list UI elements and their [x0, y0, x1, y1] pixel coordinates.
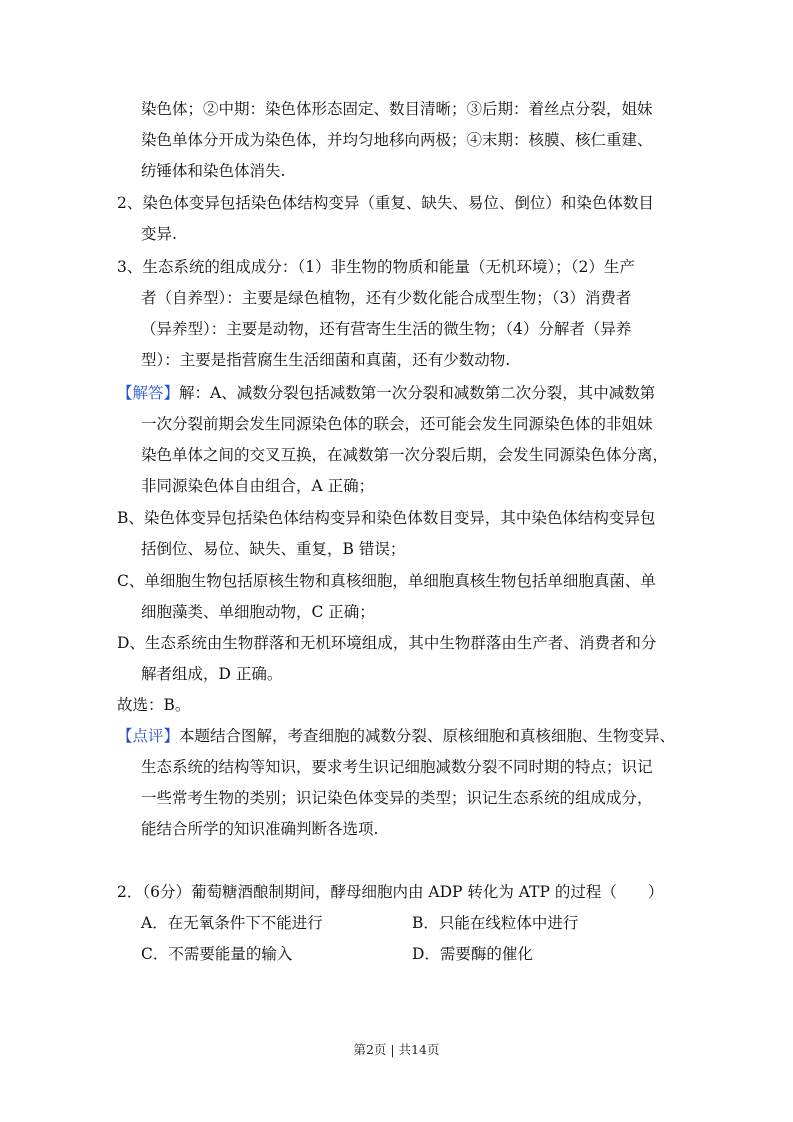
text-line: D、生态系统由生物群落和无机环境组成，其中生物群落由生产者、消费者和分	[117, 634, 657, 652]
text-line	[117, 721, 677, 752]
answer-section	[117, 378, 677, 502]
text-line: 染色体；②中期：染色体形态固定、数目清晰；③后期：着丝点分裂，姐妹	[141, 100, 653, 118]
question-2-option-b: B．只能在线粒体中进行	[412, 914, 579, 932]
comment-first-line: 本题结合图解，考查细胞的减数分裂、原核细胞和真核细胞、生物变异、	[179, 727, 676, 745]
answer-tag: 【解答】	[117, 384, 180, 402]
page-footer: 第2页 | 共14页	[353, 1042, 440, 1057]
analysis-item-2	[117, 188, 677, 250]
text-line: 非同源染色体自由组合，A 正确；	[141, 477, 375, 495]
answer-first-line: 解：A、减数分裂包括减数第一次分裂和减数第二次分裂，其中减数第	[179, 384, 656, 402]
text-line: 3、生态系统的组成成分：（1）非生物的物质和能量（无机环境）；（2）生产	[117, 258, 635, 276]
text-line: 能结合所学的知识准确判断各选项.	[141, 820, 379, 838]
text-line: 一次分裂前期会发生同源染色体的联会，还可能会发生同源染色体的非姐妹	[141, 415, 653, 433]
text-line: 者（自养型）：主要是绿色植物，还有少数化能合成型生物；（3）消费者	[141, 289, 632, 307]
text-line: 2、染色体变异包括染色体结构变异（重复、缺失、易位、倒位）和染色体数目	[117, 194, 654, 212]
text-line: 故选：B。	[117, 696, 191, 714]
comment-tag: 【点评】	[117, 727, 180, 745]
analysis-item-3	[117, 252, 677, 376]
text-line: 染色单体之间的交叉互换，在减数第一次分裂后期，会发生同源染色体分离，	[141, 446, 669, 464]
text-line: （异养型）：主要是动物，还有营寄生生活的微生物；（4）分解者（异养	[141, 320, 632, 338]
text-line: 括倒位、易位、缺失、重复，B 错误；	[141, 540, 406, 558]
question-2-option-a: A．在无氧条件下不能进行	[141, 914, 323, 932]
question-2-stem: 2．（6分）葡萄糖酒酿制期间，酵母细胞内由 ADP 转化为 ATP 的过程（ ）	[117, 883, 664, 901]
text-line: 解者组成，D 正确。	[141, 665, 283, 683]
answer-conclusion	[117, 690, 677, 721]
text-line: 染色单体分开成为染色体，并均匀地移向两极；④末期：核膜、核仁重建、	[141, 131, 653, 149]
answer-option-d	[117, 628, 677, 690]
answer-option-c	[117, 566, 677, 628]
text-line: 细胞藻类、单细胞动物，C 正确；	[141, 603, 375, 621]
answer-option-b	[117, 503, 677, 565]
text-line: B、染色体变异包括染色体结构变异和染色体数目变异，其中染色体结构变异包	[117, 509, 656, 527]
text-line: 一些常考生物的类别；识记染色体变异的类型；识记生态系统的组成成分，	[141, 789, 653, 807]
text-line: C、单细胞生物包括原核生物和真核细胞，单细胞真核生物包括单细胞真菌、单	[117, 572, 656, 590]
text-line: 生态系统的结构等知识，要求考生识记细胞减数分裂不同时期的特点；识记	[141, 758, 653, 776]
comment-section	[117, 721, 677, 845]
analysis-continuation	[117, 94, 677, 187]
text-line: 纺锤体和染色体消失.	[141, 162, 286, 180]
question-2-option-d: D．需要酶的催化	[412, 945, 533, 963]
text-line: 变异.	[141, 225, 177, 243]
text-line: 型）：主要是指营腐生生活细菌和真菌，还有少数动物.	[141, 351, 511, 369]
question-2-option-c: C．不需要能量的输入	[141, 945, 293, 963]
text-line	[117, 378, 677, 409]
